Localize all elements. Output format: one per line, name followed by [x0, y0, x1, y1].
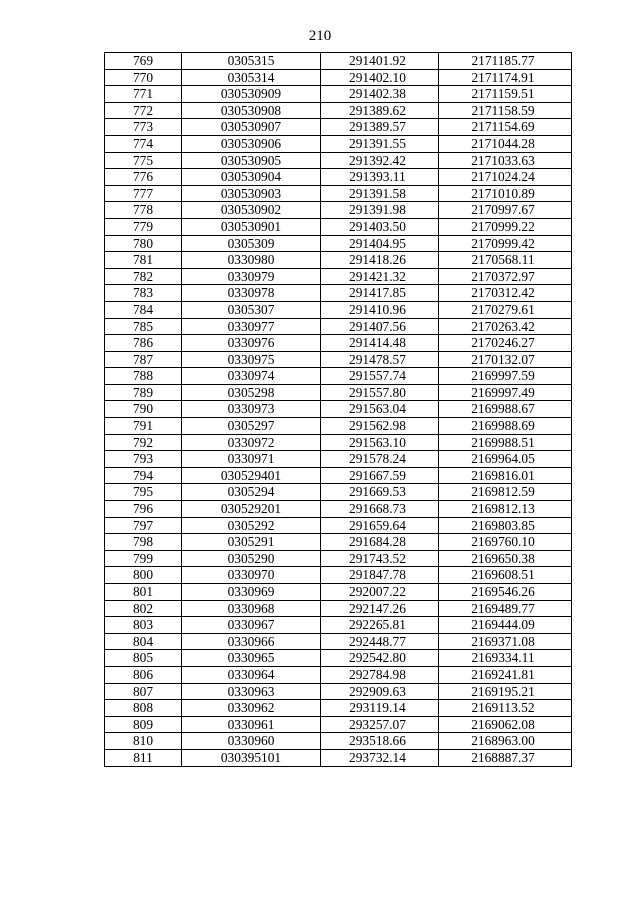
point-id-cell: 0330960 — [182, 733, 321, 750]
point-id-cell: 0330970 — [182, 567, 321, 584]
y-coordinate-cell: 2171174.91 — [439, 69, 572, 86]
x-coordinate-cell: 292909.63 — [321, 683, 439, 700]
row-index-cell: 780 — [105, 235, 182, 252]
table-row — [105, 152, 572, 169]
row-index-cell: 790 — [105, 401, 182, 418]
point-id-cell: 0330967 — [182, 617, 321, 634]
point-id-cell: 0330972 — [182, 434, 321, 451]
point-id-cell: 0330961 — [182, 716, 321, 733]
row-index-cell: 803 — [105, 617, 182, 634]
point-id-cell: 0330971 — [182, 451, 321, 468]
point-id-cell: 030530902 — [182, 202, 321, 219]
x-coordinate-cell: 291563.04 — [321, 401, 439, 418]
point-id-cell: 0305291 — [182, 534, 321, 551]
point-id-cell: 0305292 — [182, 517, 321, 534]
table-row — [105, 235, 572, 252]
x-coordinate-cell: 293119.14 — [321, 700, 439, 717]
x-coordinate-cell: 291418.26 — [321, 252, 439, 269]
table-row — [105, 633, 572, 650]
table-row — [105, 484, 572, 501]
row-index-cell: 792 — [105, 434, 182, 451]
row-index-cell: 771 — [105, 86, 182, 103]
y-coordinate-cell: 2169489.77 — [439, 600, 572, 617]
x-coordinate-cell: 292147.26 — [321, 600, 439, 617]
point-id-cell: 0305315 — [182, 53, 321, 70]
row-index-cell: 788 — [105, 368, 182, 385]
x-coordinate-cell: 291392.42 — [321, 152, 439, 169]
y-coordinate-cell: 2170263.42 — [439, 318, 572, 335]
row-index-cell: 773 — [105, 119, 182, 136]
y-coordinate-cell: 2170999.22 — [439, 218, 572, 235]
y-coordinate-cell: 2170132.07 — [439, 351, 572, 368]
row-index-cell: 778 — [105, 202, 182, 219]
y-coordinate-cell: 2170312.42 — [439, 285, 572, 302]
y-coordinate-cell: 2170279.61 — [439, 301, 572, 318]
point-id-cell: 0305290 — [182, 550, 321, 567]
row-index-cell: 806 — [105, 666, 182, 683]
row-index-cell: 776 — [105, 169, 182, 186]
point-id-cell: 0330977 — [182, 318, 321, 335]
point-id-cell: 0330968 — [182, 600, 321, 617]
row-index-cell: 770 — [105, 69, 182, 86]
coordinates-table — [104, 52, 572, 767]
x-coordinate-cell: 291659.64 — [321, 517, 439, 534]
y-coordinate-cell: 2169241.81 — [439, 666, 572, 683]
y-coordinate-cell: 2169964.05 — [439, 451, 572, 468]
point-id-cell: 0330980 — [182, 252, 321, 269]
x-coordinate-cell: 291404.95 — [321, 235, 439, 252]
point-id-cell: 0330963 — [182, 683, 321, 700]
y-coordinate-cell: 2169812.59 — [439, 484, 572, 501]
x-coordinate-cell: 291847.78 — [321, 567, 439, 584]
y-coordinate-cell: 2169195.21 — [439, 683, 572, 700]
point-id-cell: 030530908 — [182, 102, 321, 119]
y-coordinate-cell: 2169334.11 — [439, 650, 572, 667]
y-coordinate-cell: 2168963.00 — [439, 733, 572, 750]
y-coordinate-cell: 2171159.51 — [439, 86, 572, 103]
y-coordinate-cell: 2169113.52 — [439, 700, 572, 717]
row-index-cell: 797 — [105, 517, 182, 534]
row-index-cell: 807 — [105, 683, 182, 700]
row-index-cell: 802 — [105, 600, 182, 617]
y-coordinate-cell: 2169062.08 — [439, 716, 572, 733]
x-coordinate-cell: 291391.58 — [321, 185, 439, 202]
x-coordinate-cell: 291557.74 — [321, 368, 439, 385]
table-row — [105, 733, 572, 750]
y-coordinate-cell: 2169812.13 — [439, 501, 572, 518]
point-id-cell: 0330966 — [182, 633, 321, 650]
x-coordinate-cell: 291417.85 — [321, 285, 439, 302]
y-coordinate-cell: 2169650.38 — [439, 550, 572, 567]
x-coordinate-cell: 291402.10 — [321, 69, 439, 86]
y-coordinate-cell: 2171185.77 — [439, 53, 572, 70]
table-row — [105, 550, 572, 567]
y-coordinate-cell: 2171158.59 — [439, 102, 572, 119]
y-coordinate-cell: 2169760.10 — [439, 534, 572, 551]
table-row — [105, 650, 572, 667]
y-coordinate-cell: 2171033.63 — [439, 152, 572, 169]
y-coordinate-cell: 2171024.24 — [439, 169, 572, 186]
point-id-cell: 0330965 — [182, 650, 321, 667]
x-coordinate-cell: 293257.07 — [321, 716, 439, 733]
y-coordinate-cell: 2171010.89 — [439, 185, 572, 202]
y-coordinate-cell: 2171154.69 — [439, 119, 572, 136]
x-coordinate-cell: 292007.22 — [321, 584, 439, 601]
table-row — [105, 467, 572, 484]
table-row — [105, 252, 572, 269]
x-coordinate-cell: 291389.57 — [321, 119, 439, 136]
row-index-cell: 809 — [105, 716, 182, 733]
y-coordinate-cell: 2169997.49 — [439, 384, 572, 401]
point-id-cell: 030530905 — [182, 152, 321, 169]
table-row — [105, 53, 572, 70]
x-coordinate-cell: 291391.98 — [321, 202, 439, 219]
x-coordinate-cell: 291403.50 — [321, 218, 439, 235]
row-index-cell: 793 — [105, 451, 182, 468]
x-coordinate-cell: 292448.77 — [321, 633, 439, 650]
table-row — [105, 218, 572, 235]
row-index-cell: 794 — [105, 467, 182, 484]
point-id-cell: 030395101 — [182, 749, 321, 766]
table-row — [105, 185, 572, 202]
row-index-cell: 804 — [105, 633, 182, 650]
table-row — [105, 567, 572, 584]
y-coordinate-cell: 2169608.51 — [439, 567, 572, 584]
point-id-cell: 0305297 — [182, 418, 321, 435]
row-index-cell: 777 — [105, 185, 182, 202]
row-index-cell: 791 — [105, 418, 182, 435]
row-index-cell: 774 — [105, 135, 182, 152]
coordinates-table-body — [105, 53, 572, 767]
x-coordinate-cell: 291667.59 — [321, 467, 439, 484]
x-coordinate-cell: 291407.56 — [321, 318, 439, 335]
y-coordinate-cell: 2171044.28 — [439, 135, 572, 152]
point-id-cell: 030530901 — [182, 218, 321, 235]
x-coordinate-cell: 291401.92 — [321, 53, 439, 70]
row-index-cell: 808 — [105, 700, 182, 717]
page-number: 210 — [308, 28, 332, 44]
table-row — [105, 418, 572, 435]
x-coordinate-cell: 291578.24 — [321, 451, 439, 468]
point-id-cell: 030530909 — [182, 86, 321, 103]
x-coordinate-cell: 291562.98 — [321, 418, 439, 435]
row-index-cell: 801 — [105, 584, 182, 601]
point-id-cell: 030529401 — [182, 467, 321, 484]
y-coordinate-cell: 2170372.97 — [439, 268, 572, 285]
table-row — [105, 335, 572, 352]
table-row — [105, 135, 572, 152]
x-coordinate-cell: 291668.73 — [321, 501, 439, 518]
y-coordinate-cell: 2169371.08 — [439, 633, 572, 650]
y-coordinate-cell: 2170997.67 — [439, 202, 572, 219]
table-row — [105, 584, 572, 601]
row-index-cell: 787 — [105, 351, 182, 368]
row-index-cell: 798 — [105, 534, 182, 551]
point-id-cell: 0305294 — [182, 484, 321, 501]
y-coordinate-cell: 2169988.67 — [439, 401, 572, 418]
table-row — [105, 451, 572, 468]
table-row — [105, 202, 572, 219]
table-row — [105, 318, 572, 335]
y-coordinate-cell: 2169803.85 — [439, 517, 572, 534]
row-index-cell: 782 — [105, 268, 182, 285]
table-row — [105, 666, 572, 683]
point-id-cell: 0305314 — [182, 69, 321, 86]
row-index-cell: 769 — [105, 53, 182, 70]
x-coordinate-cell: 291391.55 — [321, 135, 439, 152]
x-coordinate-cell: 291684.28 — [321, 534, 439, 551]
x-coordinate-cell: 291557.80 — [321, 384, 439, 401]
row-index-cell: 784 — [105, 301, 182, 318]
y-coordinate-cell: 2170568.11 — [439, 252, 572, 269]
y-coordinate-cell: 2169546.26 — [439, 584, 572, 601]
table-row — [105, 517, 572, 534]
y-coordinate-cell: 2169816.01 — [439, 467, 572, 484]
row-index-cell: 772 — [105, 102, 182, 119]
x-coordinate-cell: 291393.11 — [321, 169, 439, 186]
row-index-cell: 783 — [105, 285, 182, 302]
row-index-cell: 785 — [105, 318, 182, 335]
point-id-cell: 0330975 — [182, 351, 321, 368]
table-row — [105, 617, 572, 634]
x-coordinate-cell: 292784.98 — [321, 666, 439, 683]
row-index-cell: 799 — [105, 550, 182, 567]
y-coordinate-cell: 2170999.42 — [439, 235, 572, 252]
x-coordinate-cell: 291563.10 — [321, 434, 439, 451]
x-coordinate-cell: 292265.81 — [321, 617, 439, 634]
row-index-cell: 811 — [105, 749, 182, 766]
table-row — [105, 534, 572, 551]
point-id-cell: 030529201 — [182, 501, 321, 518]
row-index-cell: 789 — [105, 384, 182, 401]
row-index-cell: 796 — [105, 501, 182, 518]
x-coordinate-cell: 292542.80 — [321, 650, 439, 667]
table-row — [105, 434, 572, 451]
table-row — [105, 368, 572, 385]
table-row — [105, 119, 572, 136]
point-id-cell: 0305309 — [182, 235, 321, 252]
table-row — [105, 69, 572, 86]
y-coordinate-cell: 2169997.59 — [439, 368, 572, 385]
row-index-cell: 781 — [105, 252, 182, 269]
row-index-cell: 810 — [105, 733, 182, 750]
y-coordinate-cell: 2168887.37 — [439, 749, 572, 766]
table-row — [105, 351, 572, 368]
y-coordinate-cell: 2170246.27 — [439, 335, 572, 352]
table-row — [105, 102, 572, 119]
table-row — [105, 86, 572, 103]
x-coordinate-cell: 291389.62 — [321, 102, 439, 119]
point-id-cell: 0330979 — [182, 268, 321, 285]
x-coordinate-cell: 291478.57 — [321, 351, 439, 368]
table-row — [105, 301, 572, 318]
x-coordinate-cell: 291410.96 — [321, 301, 439, 318]
y-coordinate-cell: 2169444.09 — [439, 617, 572, 634]
table-row — [105, 285, 572, 302]
row-index-cell: 786 — [105, 335, 182, 352]
point-id-cell: 0330964 — [182, 666, 321, 683]
table-row — [105, 268, 572, 285]
row-index-cell: 805 — [105, 650, 182, 667]
point-id-cell: 0305298 — [182, 384, 321, 401]
table-row — [105, 501, 572, 518]
x-coordinate-cell: 291402.38 — [321, 86, 439, 103]
table-row — [105, 600, 572, 617]
x-coordinate-cell: 291421.32 — [321, 268, 439, 285]
point-id-cell: 0330962 — [182, 700, 321, 717]
point-id-cell: 0330969 — [182, 584, 321, 601]
x-coordinate-cell: 293518.66 — [321, 733, 439, 750]
x-coordinate-cell: 291669.53 — [321, 484, 439, 501]
x-coordinate-cell: 291743.52 — [321, 550, 439, 567]
table-row — [105, 384, 572, 401]
table-row — [105, 169, 572, 186]
point-id-cell: 0305307 — [182, 301, 321, 318]
x-coordinate-cell: 291414.48 — [321, 335, 439, 352]
point-id-cell: 030530904 — [182, 169, 321, 186]
point-id-cell: 0330978 — [182, 285, 321, 302]
table-row — [105, 401, 572, 418]
x-coordinate-cell: 293732.14 — [321, 749, 439, 766]
point-id-cell: 030530907 — [182, 119, 321, 136]
row-index-cell: 775 — [105, 152, 182, 169]
point-id-cell: 0330973 — [182, 401, 321, 418]
table-row — [105, 716, 572, 733]
table-row — [105, 683, 572, 700]
y-coordinate-cell: 2169988.69 — [439, 418, 572, 435]
point-id-cell: 0330976 — [182, 335, 321, 352]
table-row — [105, 749, 572, 766]
table-row — [105, 700, 572, 717]
point-id-cell: 030530903 — [182, 185, 321, 202]
row-index-cell: 795 — [105, 484, 182, 501]
row-index-cell: 800 — [105, 567, 182, 584]
point-id-cell: 030530906 — [182, 135, 321, 152]
row-index-cell: 779 — [105, 218, 182, 235]
point-id-cell: 0330974 — [182, 368, 321, 385]
y-coordinate-cell: 2169988.51 — [439, 434, 572, 451]
